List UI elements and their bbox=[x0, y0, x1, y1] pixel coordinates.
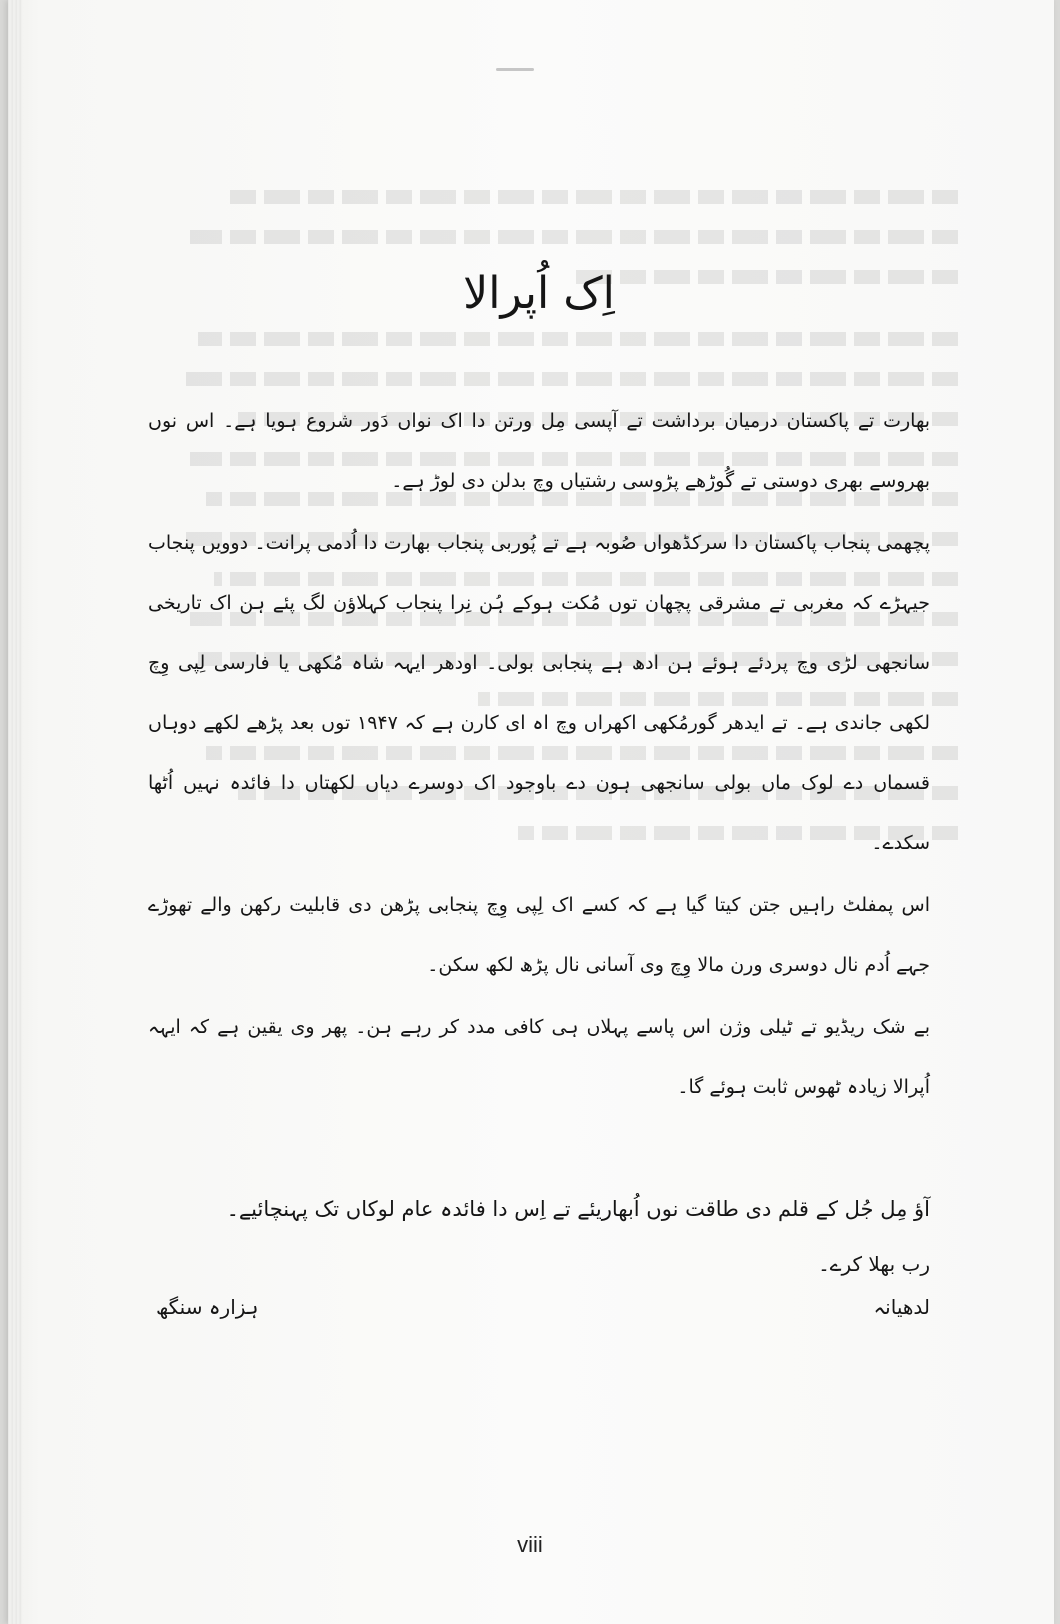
paragraph-2: پچھمی پنجاب پاکستان دا سرکڈھواں صُوبہ ہے تے پُوربی پنجاب بھارت دا اُدمی پرانت۔ دوویں پنجاب جیہڑے کہ مغربی تے مشرقی پچھان توں مُکت ہوکے ہُن نِرا پنجاب کہلاؤن لگ پئے ہن اک تاریخی سانجھی لڑی وچ پردئے ہوئے ہن ادھ ہے پنجابی بولی۔ اودھر ایہہ شاہ مُکھی یا فارسی لِپی وِچ لکھی جاندی ہے۔ تے ایدھر گورمُکھی اکھراں وچ اہ ای کارن ہے کہ ۱۹۴۷ توں بعد پڑھے لکھے دوہاں قسماں دے لوک ماں بولی سانجھی ہون دے باوجود اک دوسرے دیاں لکھتاں دا فائدہ نہیں اُٹھا سکدے۔ bbox=[148, 531, 930, 854]
signature-row bbox=[148, 1295, 930, 1319]
ink-smudge bbox=[496, 68, 534, 71]
preface-title: اِک اُپرالا bbox=[463, 268, 615, 319]
stacked-page-edges bbox=[8, 0, 22, 1624]
paragraph-3: اس پمفلٹ راہیں جتن کیتا گیا ہے کہ کسے اک لِپی وِچ پنجابی پڑھن دی قابلیت رکھن والے تھوڑے جہے اُدم نال دوسری ورن مالا وِچ وی آسانی نال پڑھ لکھ سکن۔ bbox=[148, 893, 930, 976]
blessing-line: رب بھلا کرے۔ bbox=[818, 1251, 930, 1276]
place-name: لدھیانہ bbox=[873, 1294, 930, 1319]
page-number: viii bbox=[517, 1532, 543, 1557]
preface-content bbox=[148, 268, 930, 1319]
author-signature: ہزارہ سنگھ bbox=[156, 1294, 259, 1319]
paragraph-4: بے شک ریڈیو تے ٹیلی وژن اس پاسے پہلاں ہی کافی مدد کر رہے ہن۔ پھر وی یقین ہے کہ ایہہ اُپرالا زیادہ ٹھوس ثابت ہوئے گا۔ bbox=[148, 1015, 930, 1098]
closing-appeal: آؤ مِل جُل کے قلم دی طاقت نوں اُبھاریئے تے اِس دا فائدہ عام لوکاں تک پہنچائیے۔ bbox=[226, 1196, 930, 1221]
book-page bbox=[8, 0, 1054, 1624]
paragraph-1: بھارت تے پاکستان درمیان برداشت تے آپسی مِل ورتن دا اک نواں دَور شروع ہویا ہے۔ اس نوں بھروسے بھری دوستی تے گُوڑھے پڑوسی رشتیاں وچ بدلن دی لوڑ ہے۔ bbox=[148, 409, 930, 492]
